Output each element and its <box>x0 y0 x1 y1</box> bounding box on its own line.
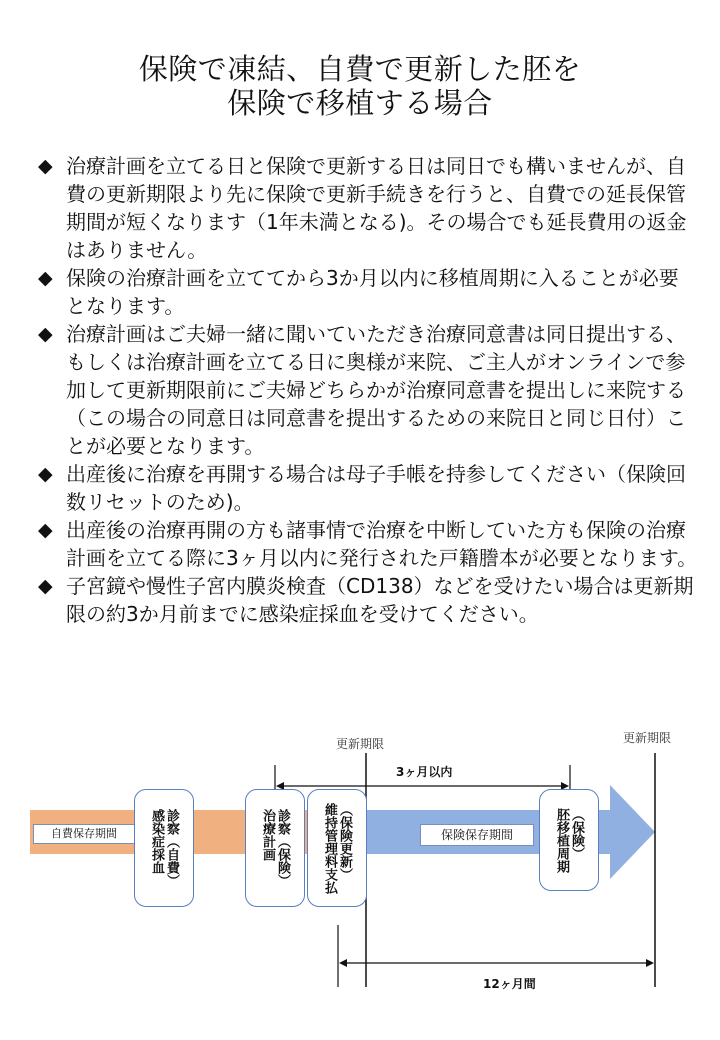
note-text: 出産後に治療を再開する場合は母子手帳を持参してください（保険回数リセットのため)。 <box>66 462 686 514</box>
diamond-bullet-icon: ◆ <box>38 267 53 289</box>
self-pay-period-label: 自費保存期間 <box>33 824 135 844</box>
note-item <box>38 572 698 628</box>
treatment-plan-box <box>245 789 305 907</box>
note-text: 治療計画はご夫婦一緒に聞いていただき治療同意書は同日提出する、もしくは治療計画を立てる日に奥様が来院、ご主人がオンラインで参加して更新期限前にご夫婦どちらかが治療同意書を提出しに来院する（この場合の同意日は同意書を提出するための来院日と同じ日付）ことが必要となります。 <box>66 322 686 458</box>
diamond-bullet-icon: ◆ <box>38 519 53 541</box>
diamond-bullet-icon: ◆ <box>38 575 53 597</box>
maintenance-fee-box <box>307 789 367 907</box>
treatment-plan-text: 診察（保険） 治療計画 <box>260 809 290 887</box>
page-title <box>0 52 720 120</box>
diamond-bullet-icon: ◆ <box>38 155 53 177</box>
twelve-month-label: 12ヶ月間 <box>483 977 536 991</box>
notes-list <box>38 152 698 628</box>
insurance-period-label: 保険保存期間 <box>420 824 534 846</box>
timeline-diagram <box>0 725 720 1025</box>
note-item <box>38 460 698 516</box>
note-item <box>38 516 698 572</box>
renewal-deadline-label-2: 更新期限 <box>623 731 672 745</box>
arrowhead-right-icon <box>646 959 654 967</box>
diamond-bullet-icon: ◆ <box>38 323 53 345</box>
infection-screening-text: 診察（自費） 感染症採血 <box>149 809 179 887</box>
three-month-label: 3ヶ月以内 <box>396 765 453 779</box>
embryo-transfer-text: （保険） 胚移植周期 <box>554 807 584 873</box>
note-item <box>38 264 698 320</box>
infection-screening-box <box>134 789 194 907</box>
note-text: 治療計画を立てる日と保険で更新する日は同日でも構いませんが、自費の更新期限より先に保険で更新手続きを行うと、自費での延長保管期間が短くなります（1年未満となる)。その場合でも延長費用の返金はありません。 <box>66 154 687 262</box>
note-text: 子宮鏡や慢性子宮内膜炎検査（CD138）などを受けたい場合は更新期限の約3か月前までに感染症採血を受けてください。 <box>66 574 694 626</box>
arrowhead-left-icon <box>339 959 347 967</box>
renewal-deadline-label-1: 更新期限 <box>336 737 385 751</box>
note-item <box>38 152 698 264</box>
title-line-1: 保険で凍結、自費で更新した胚を <box>138 52 582 86</box>
embryo-transfer-box <box>539 789 599 891</box>
note-item <box>38 320 698 460</box>
diamond-bullet-icon: ◆ <box>38 463 53 485</box>
maintenance-fee-text: （保険更新） 維持管理料支払 <box>322 802 352 894</box>
note-text: 保険の治療計画を立ててから3か月以内に移植周期に入ることが必要となります。 <box>66 266 679 318</box>
title-line-2: 保険で移植する場合 <box>227 86 493 120</box>
note-text: 出産後の治療再開の方も諸事情で治療を中断していた方も保険の治療計画を立てる際に3ヶ月以内に発行された戸籍謄本が必要となります。 <box>66 518 698 570</box>
